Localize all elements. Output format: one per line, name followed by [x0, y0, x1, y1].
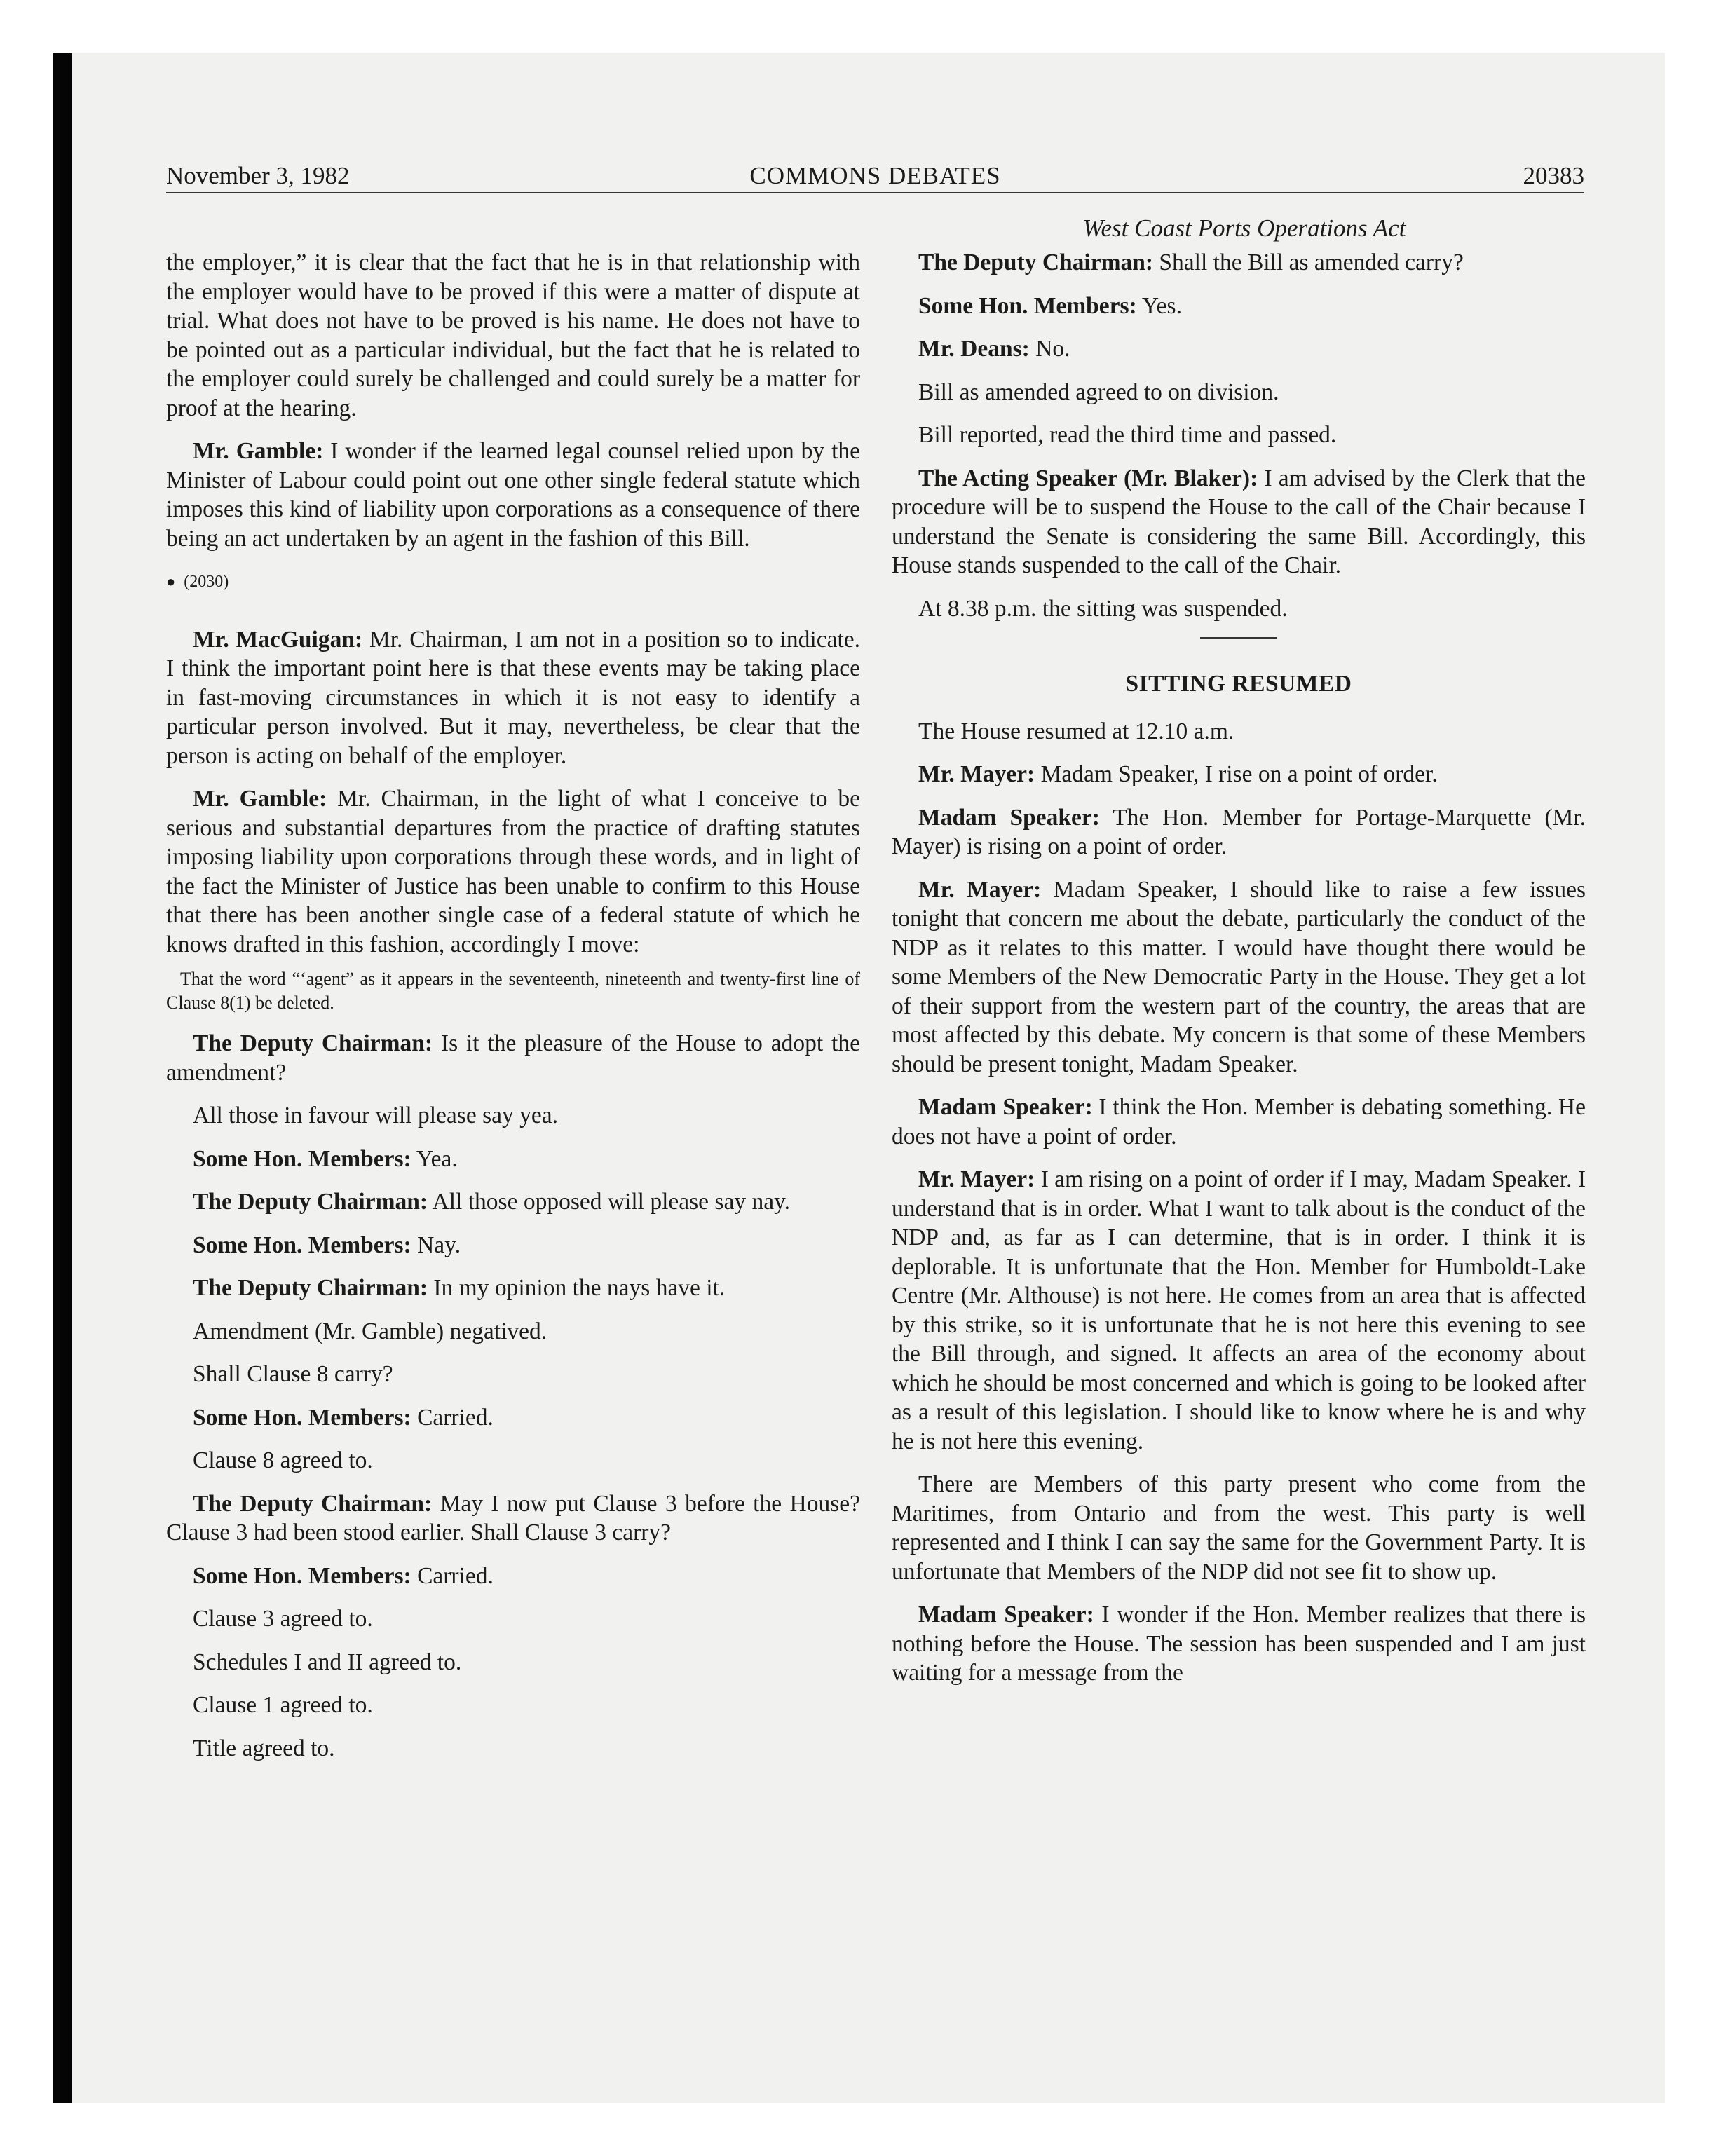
speaker-name: Mr. Mayer:: [918, 876, 1042, 903]
paragraph: [892, 1093, 1586, 1151]
motion-quote: That the word “‘agent” as it appears in the seventeenth, nineteenth and twenty-first line of Clause 8(1) be deleted.: [166, 969, 860, 1013]
paragraph: Clause 3 agreed to.: [193, 1606, 373, 1632]
speaker-name: Mr. Mayer:: [918, 761, 1035, 787]
paragraph: [166, 1231, 860, 1260]
speech-text: Madam Speaker, I rise on a point of order.: [1035, 761, 1438, 787]
speech-text: Yea.: [411, 1145, 458, 1172]
paragraph: There are Members of this party present who come from the Maritimes, from Ontario and from the west. This party is well represented and I think I can say the same for the Government Party. It is unfortunate that Members of the NDP did not see fit to show up.: [892, 1471, 1586, 1585]
speaker-name: Mr. Gamble:: [193, 438, 324, 464]
speaker-name: The Deputy Chairman:: [918, 250, 1154, 275]
header-publication: COMMONS DEBATES: [749, 162, 1001, 189]
paragraph: [892, 334, 1586, 364]
speech-text: Mr. Chairman, in the light of what I conceive to be serious and substantial departures from the practice of drafting statutes imposing liability upon corporations through these words, and in light of the fact the Minister of Justice has been unable to confirm to this House that there has been another single case of a federal statute of which he knows drafted in this fashion, accordingly I move:: [166, 786, 860, 957]
left-column: [166, 248, 860, 1777]
speaker-name: The Deputy Chairman:: [193, 1275, 428, 1301]
speaker-name: The Acting Speaker (Mr. Blaker):: [918, 465, 1258, 491]
paragraph: Bill as amended agreed to on division.: [918, 378, 1279, 405]
bullet-icon: ●: [166, 573, 176, 590]
speech-text: Carried.: [411, 1404, 494, 1431]
running-head: West Coast Ports Operations Act: [1082, 214, 1406, 242]
time-marker: [166, 567, 860, 597]
header-page-number: 20383: [1523, 162, 1584, 189]
paragraph: [166, 1145, 860, 1174]
paragraph: [892, 248, 1586, 278]
paragraph: Title agreed to.: [193, 1735, 335, 1761]
paragraph: [166, 1562, 860, 1591]
time-marker-text: (2030): [184, 573, 229, 591]
speaker-name: Mr. Mayer:: [918, 1166, 1035, 1192]
header-rule: [166, 192, 1584, 193]
header-date: November 3, 1982: [166, 162, 350, 189]
speaker-name: Madam Speaker:: [918, 1602, 1094, 1628]
paragraph: The House resumed at 12.10 a.m.: [918, 718, 1234, 744]
speech-text: Madam Speaker, I should like to raise a few issues tonight that concern me about the debate, particularly the conduct of the NDP as it relates to this matter. I would have thought there would be some Members of the New Democratic Party in the House. They get a lot of their support from the western part of the country, the areas that are most affected by this debate. My concern is that some of these Members should be present tonight, Madam Speaker.: [892, 876, 1586, 1077]
paragraph: Amendment (Mr. Gamble) negatived.: [193, 1318, 547, 1344]
paragraph: At 8.38 p.m. the sitting was suspended.: [918, 595, 1288, 622]
paragraph: Clause 8 agreed to.: [193, 1447, 373, 1473]
speech-text: In my opinion the nays have it.: [428, 1275, 726, 1301]
right-column: [892, 248, 1586, 1702]
speaker-name: Some Hon. Members:: [193, 1562, 411, 1589]
paragraph: [166, 1403, 860, 1433]
speaker-name: Some Hon. Members:: [193, 1404, 411, 1431]
paragraph: [892, 464, 1586, 580]
paragraph: Shall Clause 8 carry?: [193, 1361, 393, 1387]
speaker-name: Mr. MacGuigan:: [193, 626, 363, 653]
speech-text: Nay.: [411, 1231, 461, 1258]
paragraph: [166, 784, 860, 959]
speech-text: No.: [1029, 336, 1070, 362]
speech-text: All those opposed will please say nay.: [428, 1189, 791, 1215]
paragraph: [892, 875, 1586, 1079]
speech-text: Yes.: [1136, 292, 1182, 319]
paragraph: [166, 437, 860, 553]
speaker-name: Some Hon. Members:: [193, 1145, 411, 1172]
speech-text: The Hon. Member for Portage-Marquette (Mr. Mayer) is rising on a point of order.: [892, 804, 1586, 859]
speech-text: I wonder if the learned legal counsel relied upon by the Minister of Labour could point out one other single federal statute which imposes this kind of liability upon corporations as a consequence of there being an act undertaken by an agent in the fashion of this Bill.: [166, 438, 861, 552]
speech-text: I am advised by the Clerk that the procedure will be to suspend the House to the call of the Chair because I understand the Senate is considering the same Bill. Accordingly, this House stands suspended to the call of the Chair.: [892, 465, 1586, 578]
paragraph: Clause 1 agreed to.: [193, 1692, 373, 1718]
paragraph: [166, 1029, 860, 1087]
paragraph: [166, 1489, 860, 1548]
paragraph: [892, 1600, 1586, 1688]
paragraph: [892, 803, 1586, 861]
paragraph: [892, 760, 1586, 789]
speaker-name: The Deputy Chairman:: [193, 1490, 433, 1517]
speaker-name: The Deputy Chairman:: [193, 1189, 428, 1215]
speech-text: Is it the pleasure of the House to adopt the amendment?: [166, 1030, 860, 1086]
speech-text: Shall the Bill as amended carry?: [1153, 250, 1464, 275]
speaker-name: Madam Speaker:: [918, 1094, 1093, 1120]
speaker-name: Some Hon. Members:: [193, 1231, 411, 1258]
paragraph: [892, 292, 1586, 321]
paragraph: All those in favour will please say yea.: [193, 1103, 558, 1128]
speech-text: Mr. Chairman, I am not in a position so to indicate. I think the important point here is that these events may be taking place in fast-moving circumstances in which it is not easy to identify a particular person involved. But it may, nevertheless, be clear that the person is acting on behalf of the employer.: [166, 626, 860, 769]
section-divider: [1200, 637, 1277, 639]
speaker-name: Mr. Deans:: [918, 336, 1030, 362]
speaker-name: Some Hon. Members:: [918, 292, 1137, 319]
speaker-name: Madam Speaker:: [918, 804, 1100, 831]
paragraph: Schedules I and II agreed to.: [193, 1649, 462, 1675]
speech-text: I am rising on a point of order if I may, Madam Speaker. I understand that is in order. What I want to talk about is the conduct of the NDP and, as far as I can determine, that is in order. I think it is deplorable. It is unfortunate that the Hon. Member for Humboldt-Lake Centre (Mr. Althouse) is not here. He comes from an area that is affected by this strike, so it is unfortunate that he is not here this evening to see the Bill through, and signed. It affects an area of the economy about which he should be most concerned and which is going to be looked after as a result of this legislation. I should like to know where he is and why he is not here this evening.: [892, 1166, 1586, 1454]
section-heading: SITTING RESUMED: [1125, 671, 1352, 697]
speech-text: I wonder if the Hon. Member realizes that there is nothing before the House. The session has been suspended and I am just waiting for a message from the: [892, 1602, 1586, 1686]
speaker-name: The Deputy Chairman:: [193, 1030, 433, 1056]
speech-text: Carried.: [411, 1562, 494, 1589]
paragraph: [166, 625, 860, 771]
page-header: [166, 160, 1584, 192]
paragraph: [892, 1165, 1586, 1456]
paragraph: the employer,” it is clear that the fact that he is in that relationship with the employer would have to be proved if this were a matter of dispute at trial. What does not have to be proved is his name. He does not have to be pointed out as a particular individual, but the fact that he is related to the employer could surely be challenged and could surely be a matter for proof at the hearing.: [166, 250, 860, 421]
speech-text: May I now put Clause 3 before the House? Clause 3 had been stood earlier. Shall Clause 3 carry?: [166, 1490, 860, 1546]
paragraph: [166, 1187, 860, 1217]
paragraph: [166, 1274, 860, 1303]
speaker-name: Mr. Gamble:: [193, 786, 327, 812]
speech-text: I think the Hon. Member is debating something. He does not have a point of order.: [892, 1094, 1586, 1149]
binding-edge: [53, 53, 72, 2103]
paragraph: Bill reported, read the third time and passed.: [918, 422, 1337, 448]
